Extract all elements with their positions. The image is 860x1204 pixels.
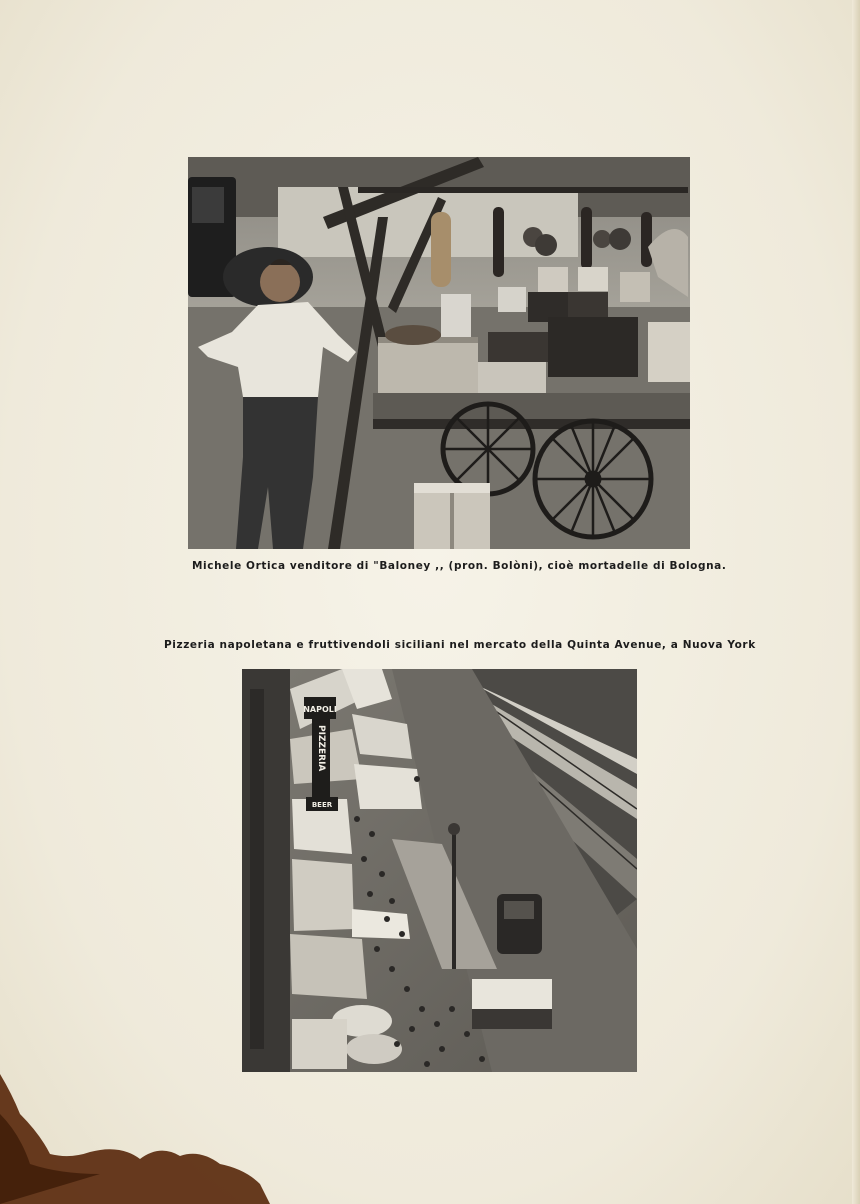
photo-baloney-vendor-illustration: [188, 157, 690, 549]
sign-pizzeria: PIZZERIA: [316, 725, 326, 772]
sign-napoli: NAPOLI: [303, 705, 337, 714]
photo-caption: Pizzeria napoletana e fruttivendoli siciliani nel mercato della Quinta Avenue, a Nuova York: [164, 639, 756, 651]
photo-baloney-vendor: [188, 157, 690, 549]
sign-beer: BEER: [311, 801, 333, 809]
photo-fifth-avenue-market: [242, 669, 637, 1072]
page-edge: [852, 0, 860, 1204]
paper-stain: [0, 1074, 270, 1204]
photo-market-illustration: [242, 669, 637, 1072]
photo-caption: Michele Ortica venditore di "Baloney ,, (pron. Bolòni), cioè mortadelle di Bologna.: [192, 560, 727, 572]
